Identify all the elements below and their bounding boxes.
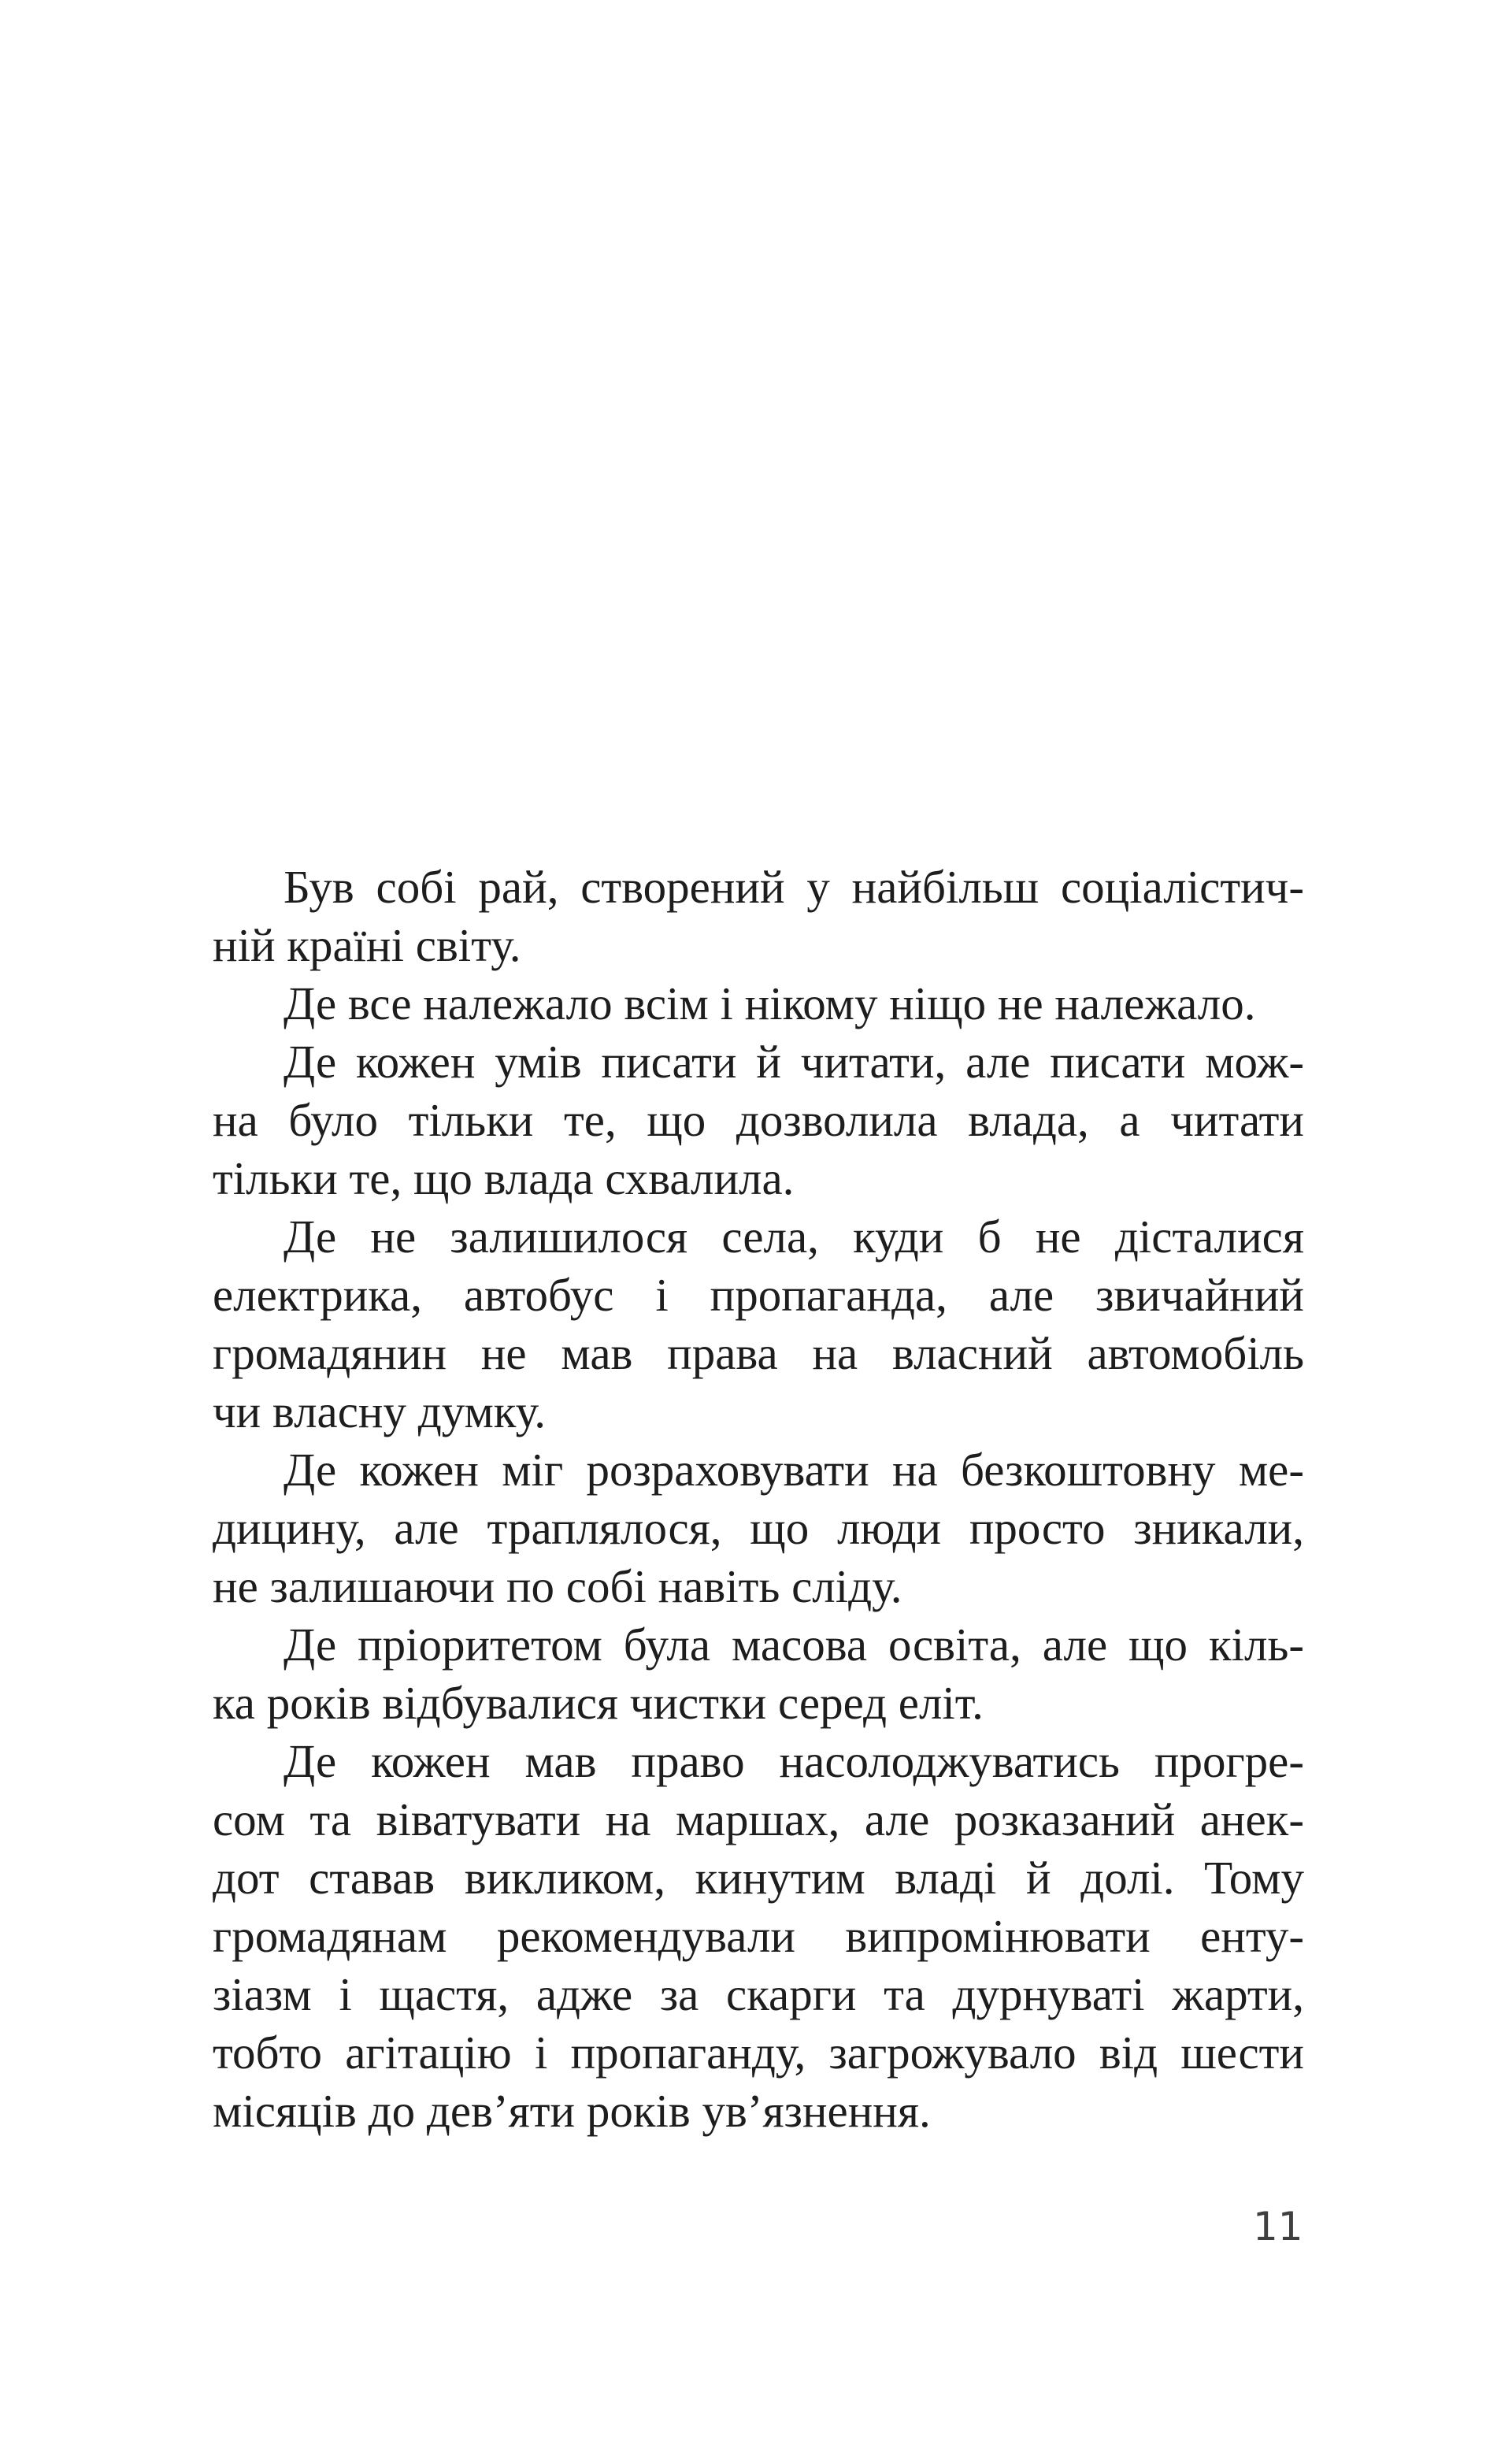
text-line: місяців до дев’яти років ув’язнення.: [213, 2085, 931, 2137]
text-line: Де кожен мав право насолоджуватись прогре-: [284, 1735, 1304, 1787]
text-line: Де кожен міг розраховувати на безкоштовну ме-: [284, 1444, 1304, 1496]
text-line: Де пріоритетом була масова освіта, але що кіль-: [284, 1619, 1304, 1671]
text-line: Де кожен умів писати й читати, але писати мож-: [284, 1036, 1304, 1088]
text-line: громадянам рекомендували випромінювати енту-: [213, 1910, 1304, 1962]
page-number: 11: [1253, 2204, 1303, 2249]
text-line: на було тільки те, що дозволила влада, а читати: [213, 1094, 1304, 1146]
text-line: дот ставав викликом, кинутим владі й долі. Тому: [213, 1852, 1304, 1904]
text-line: сом та віватувати на маршах, але розказаний анек-: [213, 1793, 1304, 1845]
text-line: Де все належало всім і нікому ніщо не належало.: [284, 977, 1256, 1029]
text-line: електрика, автобус і пропаганда, але звичайний: [213, 1269, 1304, 1321]
text-line: Де не залишилося села, куди б не дісталися: [284, 1211, 1304, 1263]
text-line: тобто агітацію і пропаганду, загрожувало від шести: [213, 2027, 1304, 2079]
text-line: Був собі рай, створений у найбільш соціалістич-: [284, 861, 1304, 913]
text-line: не залишаючи по собі навіть сліду.: [213, 1560, 902, 1612]
body-text: [213, 858, 1304, 2140]
text-line: ка років відбувалися чистки серед еліт.: [213, 1677, 984, 1729]
text-line: дицину, але траплялося, що люди просто зникали,: [213, 1502, 1304, 1554]
text-line: ній країні світу.: [213, 919, 521, 971]
text-line: громадянин не мав права на власний автомобіль: [213, 1327, 1304, 1379]
text-line: зіазм і щастя, адже за скарги та дурнуваті жарти,: [213, 1968, 1304, 2020]
text-line: тільки те, що влада схвалила.: [213, 1152, 795, 1204]
text-line: чи власну думку.: [213, 1385, 546, 1437]
